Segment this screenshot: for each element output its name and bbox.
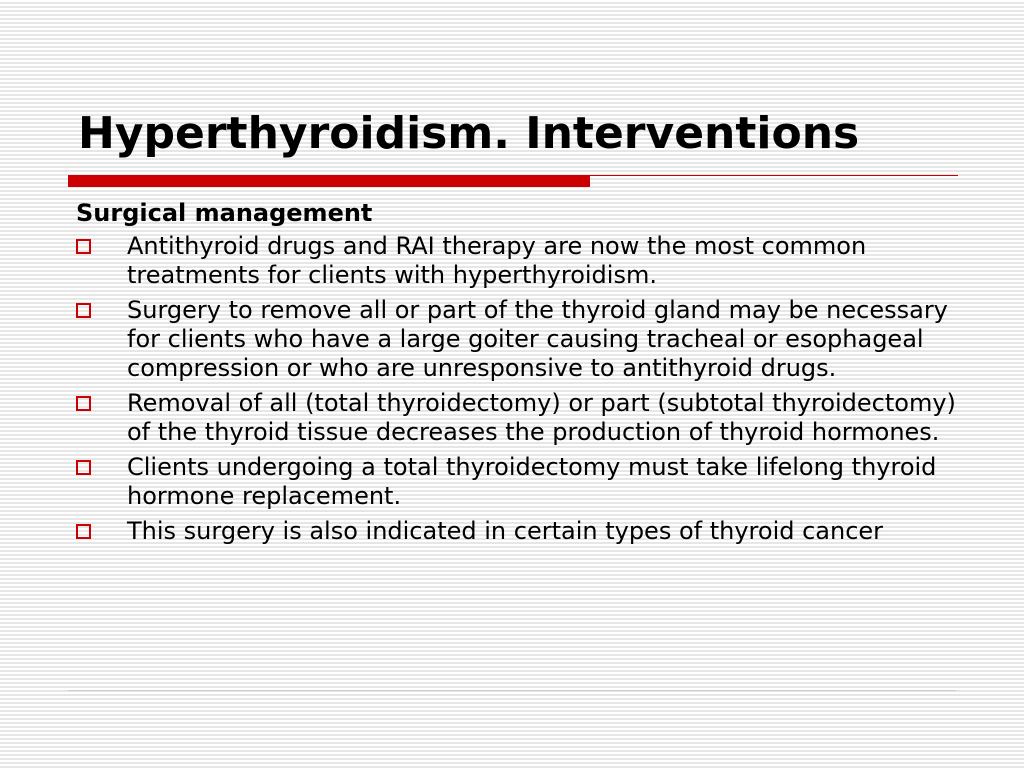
bullet-item	[76, 296, 966, 383]
title-underline	[68, 175, 958, 187]
title-underline-thin	[590, 175, 958, 176]
bullet-text: Clients undergoing a total thyroidectomy must take lifelong thyroid hormone replacement.	[127, 453, 937, 510]
section-heading: Surgical management	[76, 199, 373, 227]
bullet-text: Removal of all (total thyroidectomy) or part (subtotal thyroidectomy) of the thyroid tissue decreases the production of thyroid hormones.	[127, 389, 956, 446]
title-underline-thick	[68, 175, 590, 187]
slide-title: Hyperthyroidism. Interventions	[78, 108, 860, 159]
hollow-square-bullet-icon	[76, 460, 91, 475]
bullet-text: Antithyroid drugs and RAI therapy are now the most common treatments for clients with hyperthyroidism.	[127, 232, 867, 289]
bullet-item	[76, 232, 966, 290]
hollow-square-bullet-icon	[76, 524, 91, 539]
bullet-item	[76, 453, 966, 511]
hollow-square-bullet-icon	[76, 239, 91, 254]
bullet-text: This surgery is also indicated in certain types of thyroid cancer	[127, 517, 884, 545]
bullet-item	[76, 517, 966, 546]
hollow-square-bullet-icon	[76, 396, 91, 411]
bullet-item	[76, 389, 966, 447]
bullet-list	[76, 232, 966, 546]
footer-divider	[68, 690, 956, 691]
slide-content	[76, 198, 966, 552]
hollow-square-bullet-icon	[76, 303, 91, 318]
bullet-text: Surgery to remove all or part of the thyroid gland may be necessary for clients who have a large goiter causing tracheal or esophageal compression or who are unresponsive to antithyroid drugs.	[127, 296, 948, 382]
